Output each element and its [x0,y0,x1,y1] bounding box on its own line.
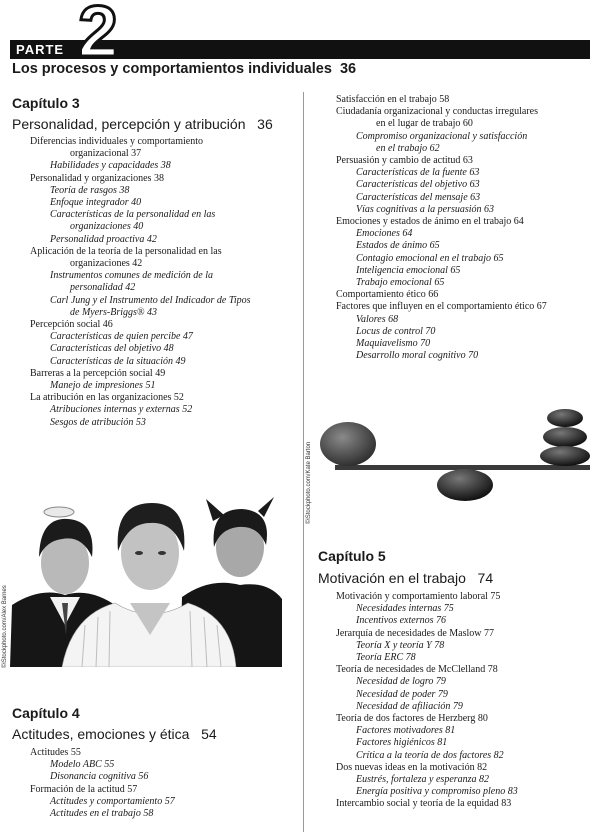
toc-section-entry: Actitudes 55 [30,747,81,758]
toc-subsection-entry: Factores higiénicos 81 [356,737,448,749]
toc-subsection-entry: Trabajo emocional 65 [356,277,445,289]
toc-subsection-entry: Carl Jung y el Instrumento del Indicador de Tipos [50,294,251,306]
toc-subsection-entry: Eustrés, fortaleza y esperanza 82 [356,774,490,786]
part-title: Los procesos y comportamientos individuales 36 [12,61,357,77]
toc-section-entry: Satisfacción en el trabajo 58 [336,94,450,105]
part-label: PARTE [16,42,65,57]
chapter-4-toc [30,747,175,820]
chapter-5-title: Motivación en el trabajo 74 [318,570,494,586]
toc-subsection-entry: Disonancia cognitiva 56 [50,771,149,783]
toc-section-entry: organizaciones 42 [70,258,143,270]
toc-section-entry: en el lugar de trabajo 60 [376,118,473,130]
chapter-3-title: Personalidad, percepción y atribución 36 [12,116,273,132]
toc-section-entry: Dos nuevas ideas en la motivación 82 [336,761,488,773]
toc-subsection-entry: Necesidad de logro 79 [356,676,446,688]
toc-subsection-entry: Características de la personalidad en las [50,209,216,221]
chapter-3-label: Capítulo 3 [12,95,80,111]
toc-subsection-entry: Maquiavelismo 70 [356,338,431,350]
toc-subsection-entry: Manejo de impresiones 51 [50,380,156,392]
toc-subsection-entry: Teoría ERC 78 [356,652,416,664]
toc-subsection-entry: Inteligencia emocional 65 [356,264,461,276]
people-photo-credit: ©iStockphoto.com/Alex Barnes [2,585,8,668]
toc-subsection-entry: Características de quien percibe 47 [50,331,193,343]
toc-subsection-entry: Enfoque integrador 40 [50,197,142,209]
toc-subsection-entry: personalidad 42 [70,282,136,294]
toc-subsection-entry: Estados de ánimo 65 [356,240,440,252]
toc-subsection-entry: Características del objetivo 63 [356,179,480,191]
toc-section-entry: Personalidad y organizaciones 38 [30,172,164,184]
toc-section-entry: Motivación y comportamiento laboral 75 [336,591,501,602]
toc-subsection-entry: Crítica a la teoría de dos factores 82 [356,749,504,761]
toc-subsection-entry: Compromiso organizacional y satisfacción [356,130,528,142]
toc-section-entry: Teoría de dos factores de Herzberg 80 [336,713,488,725]
part-number: 2 [78,0,119,72]
toc-section-entry: Formación de la actitud 57 [30,783,138,795]
toc-subsection-entry: organizaciones 40 [70,221,144,233]
toc-subsection-entry: Necesidad de poder 79 [356,688,448,700]
toc-subsection-entry: Desarrollo moral cognitivo 70 [356,350,479,362]
toc-subsection-entry: Características del mensaje 63 [356,191,481,203]
toc-section-entry: Factores que influyen en el comportamiento ético 67 [336,301,547,313]
toc-subsection-entry: Sesgos de atribución 53 [50,416,146,428]
toc-subsection-entry: Actitudes y comportamiento 57 [50,795,175,807]
stones-photo-credit: ©iStockphoto.com/Kate Barton [306,441,312,524]
toc-subsection-entry: Necesidad de afiliación 79 [356,700,463,712]
toc-section-entry: Barreras a la percepción social 49 [30,367,166,379]
fulcrum-stone [437,469,493,501]
toc-subsection-entry: Actitudes en el trabajo 58 [50,808,154,820]
toc-subsection-entry: Modelo ABC 55 [50,759,115,771]
chapter-4-title: Actitudes, emociones y ética 54 [12,726,217,742]
toc-section-entry: Diferencias individuales y comportamiento [30,136,204,147]
chapter-4-toc-continued [336,94,547,362]
toc-subsection-entry: Factores motivadores 81 [356,725,456,737]
toc-section-entry: La atribución en las organizaciones 52 [30,392,184,404]
balanced-stones-image [315,400,595,520]
chapter-4-label: Capítulo 4 [12,705,80,721]
toc-subsection-entry: en el trabajo 62 [376,142,440,154]
toc-subsection-entry: Valores 68 [356,313,399,325]
toc-section-entry: Jerarquía de necesidades de Maslow 77 [336,627,494,639]
toc-subsection-entry: Características del objetivo 48 [50,343,174,355]
toc-subsection-entry: Necesidades internas 75 [356,603,454,615]
toc-section-entry: Aplicación de la teoría de la personalidad en las [30,245,222,257]
toc-subsection-entry: Emociones 64 [356,228,413,240]
column-divider [303,92,304,832]
left-stone [320,422,376,466]
toc-subsection-entry: Incentivos externos 76 [356,615,446,627]
toc-subsection-entry: Atribuciones internas y externas 52 [50,404,193,416]
chapter-3-toc [30,136,251,429]
toc-subsection-entry: Vías cognitivas a la persuasión 63 [356,203,495,215]
stack-stone-bottom [540,446,590,466]
toc-section-entry: organizacional 37 [70,148,142,160]
toc-subsection-entry: Teoría X y teoría Y 78 [356,639,445,651]
three-young-men-photo [10,495,284,667]
toc-section-entry: Ciudadanía organizacional y conductas irregulares [336,106,538,118]
chapter-5-toc [336,591,518,811]
toc-subsection-entry: Contagio emocional en el trabajo 65 [356,252,504,264]
toc-subsection-entry: Personalidad proactiva 42 [50,233,157,245]
chapter-5-label: Capítulo 5 [318,548,386,564]
toc-subsection-entry: Teoría de rasgos 38 [50,184,130,196]
toc-subsection-entry: Características de la fuente 63 [356,167,480,179]
toc-subsection-entry: Instrumentos comunes de medición de la [50,270,214,282]
toc-section-entry: Teoría de necesidades de McClelland 78 [336,664,498,676]
toc-section-entry: Comportamiento ético 66 [336,289,439,301]
toc-section-entry: Persuasión y cambio de actitud 63 [336,155,473,167]
toc-section-entry: Percepción social 46 [30,319,113,331]
toc-subsection-entry: de Myers-Briggs® 43 [70,306,158,318]
toc-subsection-entry: Características de la situación 49 [50,355,186,367]
toc-subsection-entry: Habilidades y capacidades 38 [50,160,171,172]
toc-section-entry: Intercambio social y teoría de la equidad 83 [336,798,512,810]
toc-section-entry: Emociones y estados de ánimo en el trabajo 64 [336,216,524,228]
toc-subsection-entry: Locus de control 70 [356,325,436,337]
stack-stone-middle [543,427,587,447]
stack-stone-top [547,409,583,427]
toc-subsection-entry: Energía positiva y compromiso pleno 83 [356,786,518,798]
